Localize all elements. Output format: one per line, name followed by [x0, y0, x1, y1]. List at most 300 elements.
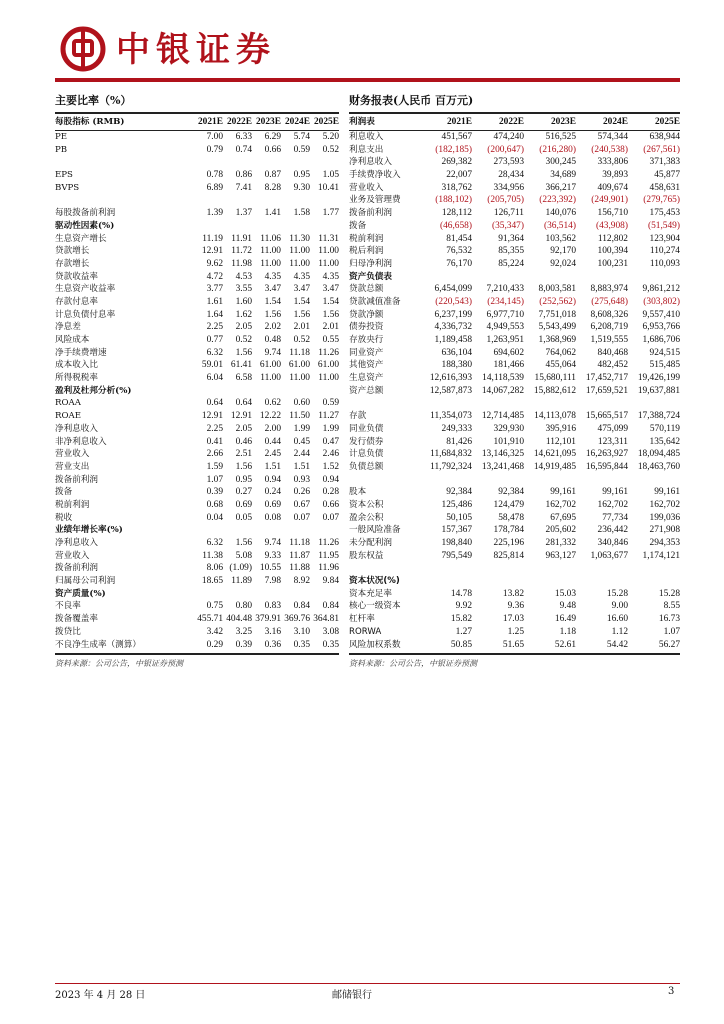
table-row	[55, 144, 339, 157]
table-cell: 3.47	[322, 284, 339, 295]
table-row	[349, 334, 680, 347]
footer-company-name: 邮储银行	[332, 990, 372, 1001]
table-cell	[252, 220, 281, 233]
table-row	[349, 575, 680, 588]
divider	[349, 653, 680, 655]
row-label: 手续费净收入	[349, 170, 401, 181]
key-ratios-body	[55, 131, 339, 651]
table-row	[349, 182, 680, 195]
table-cell	[524, 474, 576, 487]
table-cell: 2.25	[206, 322, 223, 333]
table-cell: 7.41	[235, 182, 252, 193]
table-cell	[628, 562, 680, 575]
table-cell: 16,263,927	[585, 449, 628, 460]
table-row	[349, 296, 680, 309]
row-label: 核心一级资本	[349, 601, 401, 612]
table-cell: 3.47	[264, 284, 281, 295]
row-label: 非净利息收入	[55, 436, 107, 447]
financial-statements-body	[349, 131, 680, 651]
table-cell: 61.41	[230, 360, 252, 371]
table-cell	[189, 385, 223, 398]
table-cell: 7,751,018	[538, 309, 576, 320]
table-row	[349, 245, 680, 258]
table-cell: 1.18	[559, 626, 576, 637]
table-row	[349, 448, 680, 461]
table-cell: 11.18	[289, 347, 310, 358]
table-cell	[189, 194, 223, 207]
table-cell: 1,368,969	[538, 335, 576, 345]
source-note: 资料来源：公司公告，中银证券预测	[349, 659, 477, 669]
table-row	[349, 144, 680, 157]
table-cell: 0.44	[264, 436, 281, 447]
table-cell: 100,394	[597, 246, 628, 257]
table-cell: 1,263,951	[486, 335, 524, 345]
table-cell: 5.74	[293, 132, 310, 142]
table-cell: 11.00	[260, 246, 281, 257]
table-cell: (205,705)	[487, 195, 524, 206]
table-cell: 0.05	[235, 512, 252, 523]
row-label: 不良净生成率（测算）	[55, 639, 141, 650]
table-cell: 0.86	[235, 170, 252, 181]
table-cell: 11.26	[318, 347, 339, 358]
table-cell: (267,561)	[643, 144, 680, 155]
table-cell: 1.37	[235, 208, 252, 219]
table-cell: (220,543)	[435, 296, 472, 307]
row-label	[55, 194, 189, 207]
table-cell: (200,647)	[487, 144, 524, 155]
key-ratios-header-row	[55, 114, 339, 130]
row-label: EPS	[55, 170, 73, 181]
row-label: 杠杆率	[349, 614, 375, 625]
table-cell: 81,454	[446, 233, 472, 244]
table-cell: 14,919,485	[533, 461, 576, 472]
table-cell: 10.55	[259, 563, 281, 574]
table-cell: 340,846	[597, 538, 628, 548]
table-cell: 16,595,844	[585, 461, 628, 472]
table-cell: 1.25	[507, 626, 524, 637]
row-label: 未分配利润	[349, 538, 392, 548]
table-cell: 15.28	[606, 588, 628, 599]
row-label: ROAE	[55, 411, 81, 422]
table-cell: 1.27	[455, 626, 472, 637]
table-cell: 0.35	[322, 639, 339, 650]
table-cell: 13,241,468	[481, 461, 524, 472]
table-cell: 14,118,539	[482, 373, 524, 384]
table-cell: 0.52	[322, 144, 339, 155]
table-cell: 271,908	[649, 525, 680, 536]
table-cell: 1.58	[293, 208, 310, 219]
table-cell: 475,099	[597, 423, 628, 434]
table-cell: 249,333	[441, 423, 472, 434]
table-cell: 329,930	[493, 423, 524, 434]
table-row	[55, 397, 339, 410]
table-row	[55, 448, 339, 461]
table-cell: 8,003,581	[538, 284, 576, 295]
table-cell: 11.00	[260, 373, 281, 384]
table-row	[55, 626, 339, 639]
table-cell: 0.69	[264, 499, 281, 510]
table-cell: 128,112	[441, 208, 472, 219]
table-cell: 19,426,199	[637, 373, 680, 384]
table-row	[349, 474, 680, 487]
table-cell: 825,814	[493, 550, 524, 561]
table-cell	[281, 588, 310, 601]
table-cell: 455,064	[545, 360, 576, 371]
row-label: 成本收入比	[55, 360, 98, 371]
table-cell: 0.95	[293, 170, 310, 181]
row-label: 拨备前利润	[55, 563, 98, 574]
table-cell: (36,514)	[543, 220, 576, 231]
table-cell: 1,063,677	[590, 550, 628, 561]
table-cell: 3.47	[293, 284, 310, 295]
table-cell: 14,067,282	[481, 385, 524, 396]
table-cell: (182,185)	[435, 144, 472, 155]
table-cell: 9.30	[293, 182, 310, 193]
table-cell: 11,354,073	[430, 411, 472, 422]
table-cell: 2.45	[264, 449, 281, 460]
table-row	[55, 436, 339, 449]
table-cell: 4,336,732	[434, 322, 472, 333]
table-cell: 11.00	[318, 373, 339, 384]
table-row	[55, 372, 339, 385]
table-row	[349, 600, 680, 613]
table-cell: 1.39	[206, 208, 223, 219]
table-row	[349, 588, 680, 601]
table-cell: 135,642	[649, 436, 680, 447]
column-header: 2022E	[498, 117, 524, 127]
table-cell: 1.64	[206, 309, 223, 320]
table-row	[55, 334, 339, 347]
source-note: 资料来源：公司公告，中银证券预测	[55, 659, 183, 669]
table-row	[55, 245, 339, 258]
table-cell: 1.54	[322, 296, 339, 307]
table-cell: 0.39	[206, 487, 223, 498]
table-cell: 12,714,485	[481, 411, 524, 422]
table-cell: 4.72	[206, 271, 223, 282]
table-cell	[472, 397, 524, 410]
table-cell: 0.64	[206, 398, 223, 409]
row-label: 贷款收益率	[55, 271, 98, 282]
row-label: 税后利润	[349, 246, 384, 257]
table-cell: 4.35	[264, 271, 281, 282]
table-cell	[189, 524, 223, 537]
table-cell: 516,525	[545, 132, 576, 142]
table-cell	[223, 156, 252, 169]
row-label: 资产负债表	[349, 271, 392, 282]
table-row	[349, 207, 680, 220]
table-cell: (252,562)	[539, 296, 576, 307]
table-cell: 1.07	[206, 474, 223, 485]
row-label: 资产总额	[349, 385, 384, 396]
row-label: 不良率	[55, 601, 81, 612]
table-row	[349, 156, 680, 169]
row-label: 风险加权系数	[349, 639, 401, 650]
table-cell: 8,883,974	[590, 284, 628, 295]
table-cell: 9,557,410	[642, 309, 680, 320]
table-cell: 92,170	[550, 246, 576, 257]
table-cell: 0.94	[264, 474, 281, 485]
table-cell: 6,953,766	[642, 322, 680, 333]
table-cell	[472, 474, 524, 487]
table-row	[349, 220, 680, 233]
table-cell: 1.56	[322, 309, 339, 320]
table-row	[349, 397, 680, 410]
table-cell	[472, 562, 524, 575]
table-cell	[310, 588, 339, 601]
column-header: 2022E	[226, 117, 252, 127]
table-cell: 18,463,760	[637, 461, 680, 472]
table-cell: 1.41	[264, 208, 281, 219]
row-label: 营业收入	[55, 550, 90, 561]
row-label: 发行债券	[349, 436, 384, 447]
table-cell: 76,532	[446, 246, 472, 257]
table-row	[349, 461, 680, 474]
table-cell: 12.91	[230, 411, 252, 422]
table-cell: 2.66	[206, 449, 223, 460]
table-cell: 76,170	[446, 258, 472, 269]
table-row	[349, 271, 680, 284]
table-cell: 9,861,212	[642, 284, 680, 295]
table-cell: 181,466	[493, 360, 524, 371]
key-ratios-title: 主要比率（%）	[55, 94, 132, 107]
table-cell: 6.58	[235, 373, 252, 384]
table-row	[55, 347, 339, 360]
table-cell: 18.65	[201, 576, 223, 587]
table-cell: 5.08	[235, 550, 252, 561]
table-cell: 81,426	[446, 436, 472, 447]
table-cell: 11.89	[231, 576, 252, 587]
table-cell: 199,036	[649, 512, 680, 523]
table-cell: 638,944	[649, 132, 680, 142]
table-row	[349, 410, 680, 423]
table-cell: 85,355	[498, 246, 524, 257]
table-cell: 1.60	[235, 296, 252, 307]
table-row	[349, 194, 680, 207]
table-cell	[252, 385, 281, 398]
table-cell: 17,659,521	[585, 385, 628, 396]
table-cell: 8.55	[663, 601, 680, 612]
row-label: 营业收入	[55, 449, 90, 460]
table-cell: 0.67	[293, 499, 310, 510]
table-cell: 16.49	[554, 614, 576, 625]
table-cell: 3.77	[206, 284, 223, 295]
table-cell: 0.59	[293, 144, 310, 155]
table-cell: 3.08	[322, 626, 339, 637]
table-cell: 11.00	[289, 258, 310, 269]
table-cell: 273,593	[493, 157, 524, 168]
row-label: 其他资产	[349, 360, 384, 371]
table-cell: 0.60	[293, 398, 310, 409]
row-label: 资本公积	[349, 499, 384, 510]
row-label: 业务及管理费	[349, 195, 401, 206]
table-cell: 12,616,393	[429, 373, 472, 384]
table-cell	[628, 397, 680, 410]
table-row	[349, 524, 680, 537]
table-cell	[628, 271, 680, 284]
row-label: 净利息收入	[55, 538, 98, 548]
table-cell: 124,479	[493, 499, 524, 510]
table-cell: 61.00	[317, 360, 339, 371]
table-row	[55, 156, 339, 169]
table-cell: 636,104	[441, 347, 472, 358]
table-row	[349, 639, 680, 652]
table-cell: 15,680,111	[534, 373, 576, 384]
table-row	[55, 588, 339, 601]
table-cell: 91,364	[498, 233, 524, 244]
table-cell: 9.84	[322, 576, 339, 587]
table-cell: 11.26	[318, 538, 339, 548]
table-cell: 2.44	[293, 449, 310, 460]
table-cell: 451,567	[441, 132, 472, 142]
table-cell: 6.89	[206, 182, 223, 193]
table-cell: 0.24	[264, 487, 281, 498]
table-cell: 162,702	[545, 499, 576, 510]
row-label: 资产质量(%)	[55, 588, 106, 599]
table-cell: 1.99	[322, 423, 339, 434]
table-cell: 5.20	[322, 132, 339, 142]
table-row	[55, 207, 339, 220]
table-cell: 77,734	[602, 512, 628, 523]
table-row	[349, 512, 680, 525]
table-cell: 11.00	[260, 258, 281, 269]
table-cell: (1.09)	[229, 563, 252, 574]
table-cell: 110,274	[649, 246, 680, 257]
table-cell	[252, 156, 281, 169]
row-label: 所得税税率	[55, 373, 98, 384]
table-cell: 3.16	[264, 626, 281, 637]
table-cell: 9.62	[206, 258, 223, 269]
table-cell: 11,792,324	[430, 461, 472, 472]
row-label: 计息负债	[349, 449, 384, 460]
table-cell: 34,689	[550, 170, 576, 181]
table-cell: 0.48	[264, 335, 281, 345]
table-cell: 9.74	[264, 347, 281, 358]
table-cell: 6,237,199	[434, 309, 472, 320]
table-cell: 458,631	[649, 182, 680, 193]
table-cell: 50,105	[446, 512, 472, 523]
table-row	[349, 233, 680, 246]
column-header: 每股指标 (RMB)	[55, 117, 125, 127]
table-cell: 16.60	[606, 614, 628, 625]
table-cell	[524, 271, 576, 284]
row-label: 资本充足率	[349, 588, 392, 599]
table-cell: 409,674	[597, 182, 628, 193]
row-label: 净手续费增速	[55, 347, 107, 358]
table-cell: 924,515	[649, 347, 680, 358]
table-cell: 50.85	[450, 639, 472, 650]
table-cell: 1.54	[293, 296, 310, 307]
row-label: 资本状况(%)	[349, 576, 400, 587]
table-cell: 11.95	[318, 550, 339, 561]
table-cell: 9.00	[611, 601, 628, 612]
table-cell	[252, 194, 281, 207]
table-cell	[223, 220, 252, 233]
table-row	[349, 486, 680, 499]
table-cell: 11,684,832	[430, 449, 472, 460]
table-cell: 11.91	[231, 233, 252, 244]
table-row	[349, 562, 680, 575]
table-cell: 0.77	[206, 335, 223, 345]
table-cell: 7.98	[264, 576, 281, 587]
bank-of-china-logo-icon	[60, 26, 106, 72]
table-cell	[281, 156, 310, 169]
row-label: ROAA	[55, 398, 81, 409]
table-cell: 11.38	[202, 550, 223, 561]
table-cell	[223, 194, 252, 207]
row-label: 税前利润	[55, 499, 90, 510]
table-row	[55, 385, 339, 398]
table-cell	[524, 562, 576, 575]
footer-divider	[55, 983, 680, 984]
table-cell: 17.03	[502, 614, 524, 625]
row-label: 净利息收入	[55, 423, 98, 434]
table-cell: 1.61	[206, 296, 223, 307]
table-cell: 15,665,517	[585, 411, 628, 422]
row-label: 贷款净额	[349, 309, 384, 320]
row-label: 拨备	[55, 487, 73, 498]
table-cell	[281, 194, 310, 207]
table-cell: 11.18	[289, 538, 310, 548]
table-cell: 1.51	[264, 461, 281, 472]
table-row	[55, 258, 339, 271]
table-cell: 1,519,555	[590, 335, 628, 345]
table-cell: 0.93	[293, 474, 310, 485]
table-row	[349, 283, 680, 296]
row-label: 盈利及杜邦分析(%)	[55, 385, 132, 396]
table-cell: 61.00	[259, 360, 281, 371]
row-label: 股东权益	[349, 550, 384, 561]
table-cell: 0.84	[322, 601, 339, 612]
table-cell	[415, 397, 472, 410]
table-row	[55, 321, 339, 334]
table-row	[55, 423, 339, 436]
table-cell: 156,710	[597, 208, 628, 219]
table-cell: 1.56	[235, 347, 252, 358]
table-cell	[310, 220, 339, 233]
table-cell: (35,347)	[491, 220, 524, 231]
table-cell: 6,454,099	[434, 284, 472, 295]
table-cell: (303,802)	[643, 296, 680, 307]
row-label: 税前利润	[349, 233, 384, 244]
row-label: 生息资产增长	[55, 233, 107, 244]
table-cell	[252, 524, 281, 537]
table-cell: 0.52	[235, 335, 252, 345]
table-cell: 11.96	[318, 563, 339, 574]
table-cell	[281, 524, 310, 537]
row-label	[55, 156, 189, 169]
row-label: 同业负债	[349, 423, 384, 434]
table-cell: 14.78	[450, 588, 472, 599]
table-cell: 17,452,717	[585, 373, 628, 384]
table-cell: (234,145)	[487, 296, 524, 307]
row-label: 贷款减值准备	[349, 296, 401, 307]
row-label: 归属母公司利润	[55, 576, 116, 587]
table-cell: 11.00	[318, 246, 339, 257]
table-cell: 2.25	[206, 423, 223, 434]
table-row	[55, 499, 339, 512]
table-cell: 22,007	[446, 170, 472, 181]
table-cell: 3.10	[293, 626, 310, 637]
table-cell: 455.71	[197, 614, 223, 625]
table-cell: 371,383	[649, 157, 680, 168]
table-cell: 92,384	[498, 487, 524, 498]
row-label: 贷款增长	[55, 246, 90, 257]
table-cell: 694,602	[493, 347, 524, 358]
row-label: 存放央行	[349, 335, 384, 345]
table-cell: 0.74	[235, 144, 252, 155]
table-cell: 99,161	[550, 487, 576, 498]
table-row	[349, 537, 680, 550]
